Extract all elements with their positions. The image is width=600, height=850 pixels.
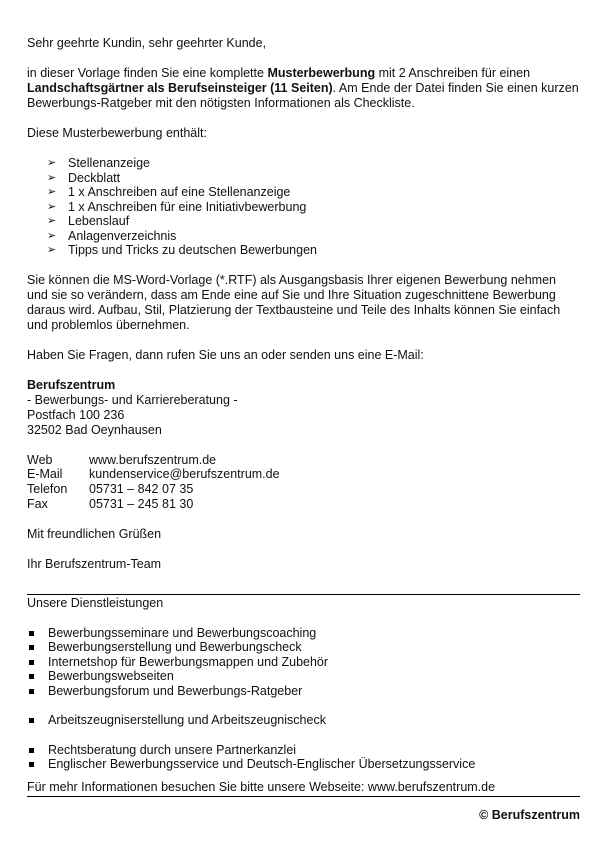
contact-row [27,497,580,512]
arrow-bullet-icon: ➢ [47,229,57,242]
square-bullet-icon [29,645,34,650]
arrow-bullet-icon: ➢ [47,244,57,256]
intro-text-3: . Am Ende der Datei finden Sie einen kurzen Bewerbungs-Ratgeber mit den nötigsten Informationen als Checkliste. [27,81,579,110]
square-bullet-icon [29,762,34,767]
contents-list-item [47,156,580,171]
contact-block [27,453,580,512]
service-list-item [27,684,580,699]
service-list-item [27,713,580,728]
intro-text-2: mit 2 Anschreiben für einen [375,66,531,80]
arrow-bullet-icon: ➢ [47,186,57,198]
contents-item-label: 1 x Anschreiben für eine Initiativbewerbung [68,199,307,214]
service-list-item [27,626,580,641]
square-bullet-icon [29,631,34,636]
contents-list-item [47,229,580,244]
services-list-3 [27,743,580,772]
square-bullet-icon [29,748,34,753]
service-list-item [27,743,580,758]
service-item-label: Bewerbungsforum und Bewerbungs-Ratgeber [48,683,303,698]
intro-bold-1: Musterbewerbung [267,66,376,80]
contact-label: E-Mail [27,467,63,482]
arrow-bullet-icon: ➢ [47,200,57,213]
address-line-1: - Bewerbungs- und Karriereberatung - [27,392,238,407]
square-bullet-icon [29,718,34,723]
service-item-label: Bewerbungserstellung und Bewerbungscheck [48,640,302,655]
contents-list [27,156,580,258]
contents-heading: Diese Musterbewerbung enthält: [27,126,207,140]
closing: Mit freundlichen Grüßen [27,526,162,541]
address-block [27,378,580,438]
service-item-label: Internetshop für Bewerbungsmappen und Zubehör [48,654,329,669]
service-item-label: Rechtsberatung durch unsere Partnerkanzlei [48,742,297,757]
service-item-label: Bewerbungsseminare und Bewerbungscoaching [48,625,317,640]
services-heading: Unsere Dienstleistungen [27,595,164,610]
contact-label: Telefon [27,482,68,497]
document-page [27,36,580,797]
contents-list-item [47,200,580,215]
intro-text-1: in dieser Vorlage finden Sie eine komplette [27,66,268,80]
service-list-item [27,640,580,655]
contents-item-label: Tipps und Tricks zu deutschen Bewerbungen [68,243,317,257]
services-list-2 [27,713,580,728]
intro-bold-2: Landschaftsgärtner als Berufseinsteiger (11 Seiten) [27,81,333,95]
service-list-item [27,669,580,684]
contact-label: Web [27,452,53,467]
divider-top [27,594,580,595]
service-list-item [27,757,580,772]
contents-item-label: Anlagenverzeichnis [68,228,177,243]
service-item-label: Arbeitszeugniserstellung und Arbeitszeugnischeck [48,713,326,728]
contents-item-label: Stellenanzeige [68,156,151,170]
company-name: Berufszentrum [27,377,116,392]
contents-item-label: 1 x Anschreiben auf eine Stellenanzeige [68,185,291,199]
contact-value: www.berufszentrum.de [89,452,217,467]
intro-paragraph [27,66,580,111]
contents-list-item [47,171,580,186]
contact-value: kundenservice@berufszentrum.de [89,467,280,482]
copyright-notice: © Berufszentrum [479,808,580,822]
contact-label: Fax [27,496,48,511]
square-bullet-icon [29,674,34,679]
contact-row [27,482,580,497]
services-list-1 [27,626,580,699]
contents-list-item [47,214,580,229]
service-list-item [27,655,580,670]
contact-value: 05731 – 842 07 35 [89,482,194,497]
signature: Ihr Berufszentrum-Team [27,556,162,571]
service-item-label: Englischer Bewerbungsservice und Deutsch-Englischer Übersetzungsservice [48,757,476,772]
contents-item-label: Deckblatt [68,170,121,185]
divider-bottom [27,796,580,797]
arrow-bullet-icon: ➢ [47,157,57,169]
contact-row [27,453,580,468]
usage-paragraph: Sie können die MS-Word-Vorlage (*.RTF) als Ausgangsbasis Ihrer eigenen Bewerbung nehmen und sie so verändern, dass am Ende eine auf Sie und Ihre Situation zugeschnittene Bewerbung daraus wird. Aufbau, Stil, Platzierung der Textbausteine und Teile des Inhalts können Sie einfach und problemlos übernehmen. [27,272,561,332]
contents-item-label: Lebenslauf [68,214,130,228]
service-item-label: Bewerbungswebseiten [48,669,174,684]
contents-list-item [47,185,580,200]
arrow-bullet-icon: ➢ [47,215,57,227]
questions-paragraph: Haben Sie Fragen, dann rufen Sie uns an oder senden uns eine E-Mail: [27,347,424,362]
square-bullet-icon [29,689,34,694]
contact-row [27,467,580,482]
contact-value: 05731 – 245 81 30 [89,496,194,511]
address-line-3: 32502 Bad Oeynhausen [27,422,162,437]
greeting: Sehr geehrte Kundin, sehr geehrter Kunde, [27,36,267,50]
arrow-bullet-icon: ➢ [47,171,57,184]
contents-list-item [47,243,580,258]
more-info: Für mehr Informationen besuchen Sie bitte unsere Webseite: www.berufszentrum.de [27,779,496,794]
square-bullet-icon [29,660,34,665]
address-line-2: Postfach 100 236 [27,407,125,422]
